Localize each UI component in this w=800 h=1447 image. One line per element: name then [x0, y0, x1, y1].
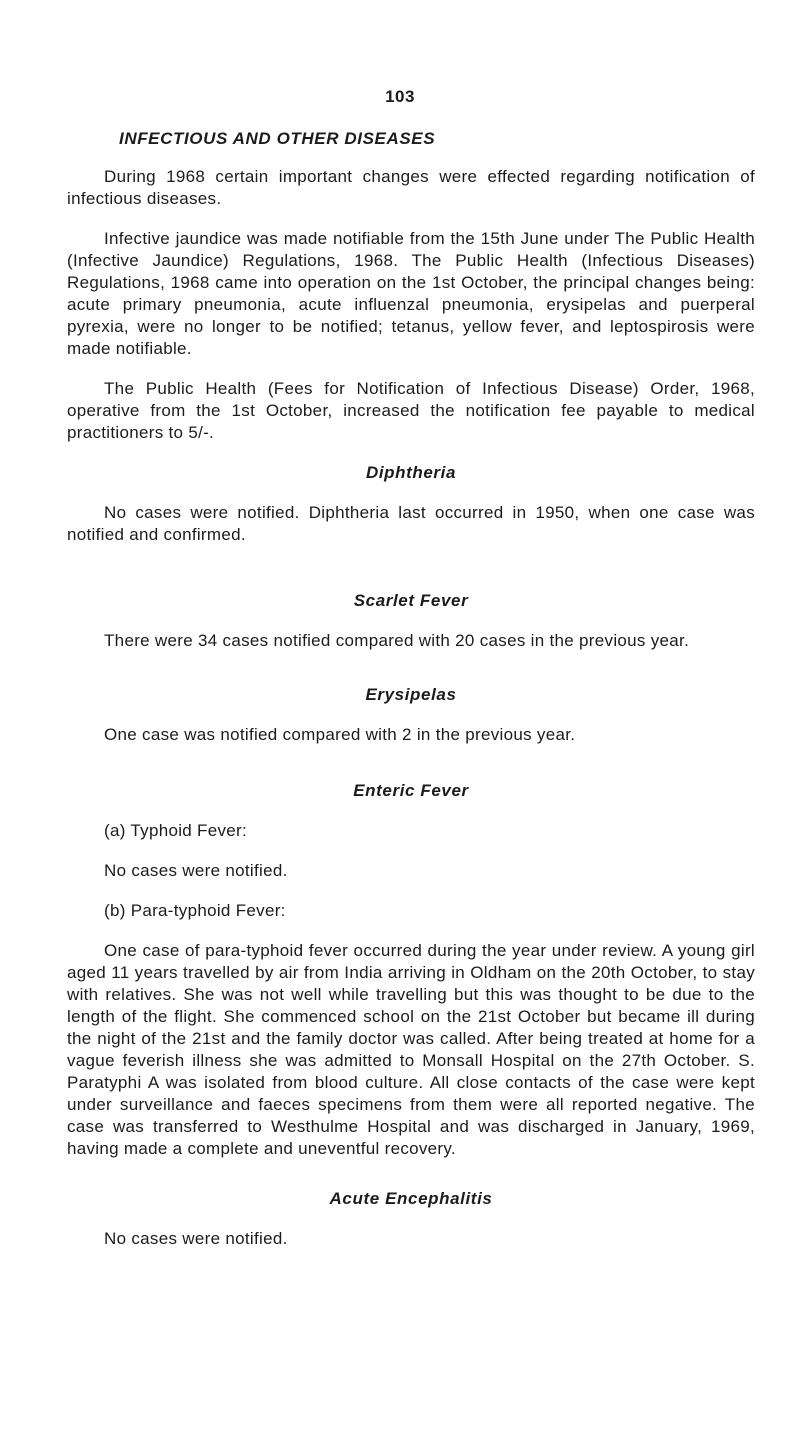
- intro-paragraph: Infective jaundice was made notifiable from the 15th June under The Public Health (Infective Jaundice) Regulations, 1968. The Public Health (Infectious Diseases) Regulations, 1968 came into operation on the 1st October, the principal changes being: acute primary pneumonia, acute influenzal pneumonia, erysipelas and puerperal pyrexia, were no longer to be notified; tetanus, yellow fever, and leptospirosis were made notifiable.: [67, 229, 755, 358]
- main-heading: INFECTIOUS AND OTHER DISEASES: [119, 129, 436, 148]
- intro-paragraph: The Public Health (Fees for Notification of Infectious Disease) Order, 1968, operative from the 1st October, increased the notification fee payable to medical practitioners to 5/-.: [67, 379, 755, 442]
- erysipelas-heading: Erysipelas: [365, 685, 457, 704]
- typhoid-label: (a) Typhoid Fever:: [104, 821, 248, 840]
- intro-paragraph: During 1968 certain important changes were effected regarding notification of infectious diseases.: [67, 167, 755, 208]
- diphtheria-text: No cases were notified. Diphtheria last occurred in 1950, when one case was notified and confirmed.: [67, 503, 755, 544]
- paratyphoid-label: (b) Para-typhoid Fever:: [104, 901, 286, 920]
- document-body: [67, 128, 755, 1268]
- page-number: 103: [385, 87, 415, 106]
- acute-encephalitis-text: No cases were notified.: [104, 1229, 288, 1248]
- scarlet-fever-heading: Scarlet Fever: [353, 591, 469, 610]
- typhoid-text: No cases were notified.: [104, 861, 288, 880]
- erysipelas-text: One case was notified compared with 2 in the previous year.: [104, 725, 576, 744]
- enteric-fever-heading: Enteric Fever: [353, 781, 469, 800]
- acute-encephalitis-heading: Acute Encephalitis: [329, 1189, 493, 1208]
- scarlet-fever-text: There were 34 cases notified compared with 20 cases in the previous year.: [104, 631, 690, 650]
- diphtheria-heading: Diphtheria: [365, 463, 457, 482]
- paratyphoid-text: One case of para-typhoid fever occurred during the year under review. A young girl aged 11 years travelled by air from India arriving in Oldham on the 20th October, to stay with relatives. She was not well while travelling but this was thought to be due to the length of the flight. She commenced school on the 21st October but became ill during the night of the 21st and the family doctor was called. After being treated at home for a vague feverish illness she was admitted to Monsall Hospital on the 27th October. S. Paratyphi A was isolated from blood culture. All close contacts of the case were kept under surveillance and faeces specimens from them were all reported negative. The case was transferred to Westhulme Hospital and was discharged in January, 1969, having made a complete and uneventful recovery.: [67, 941, 755, 1158]
